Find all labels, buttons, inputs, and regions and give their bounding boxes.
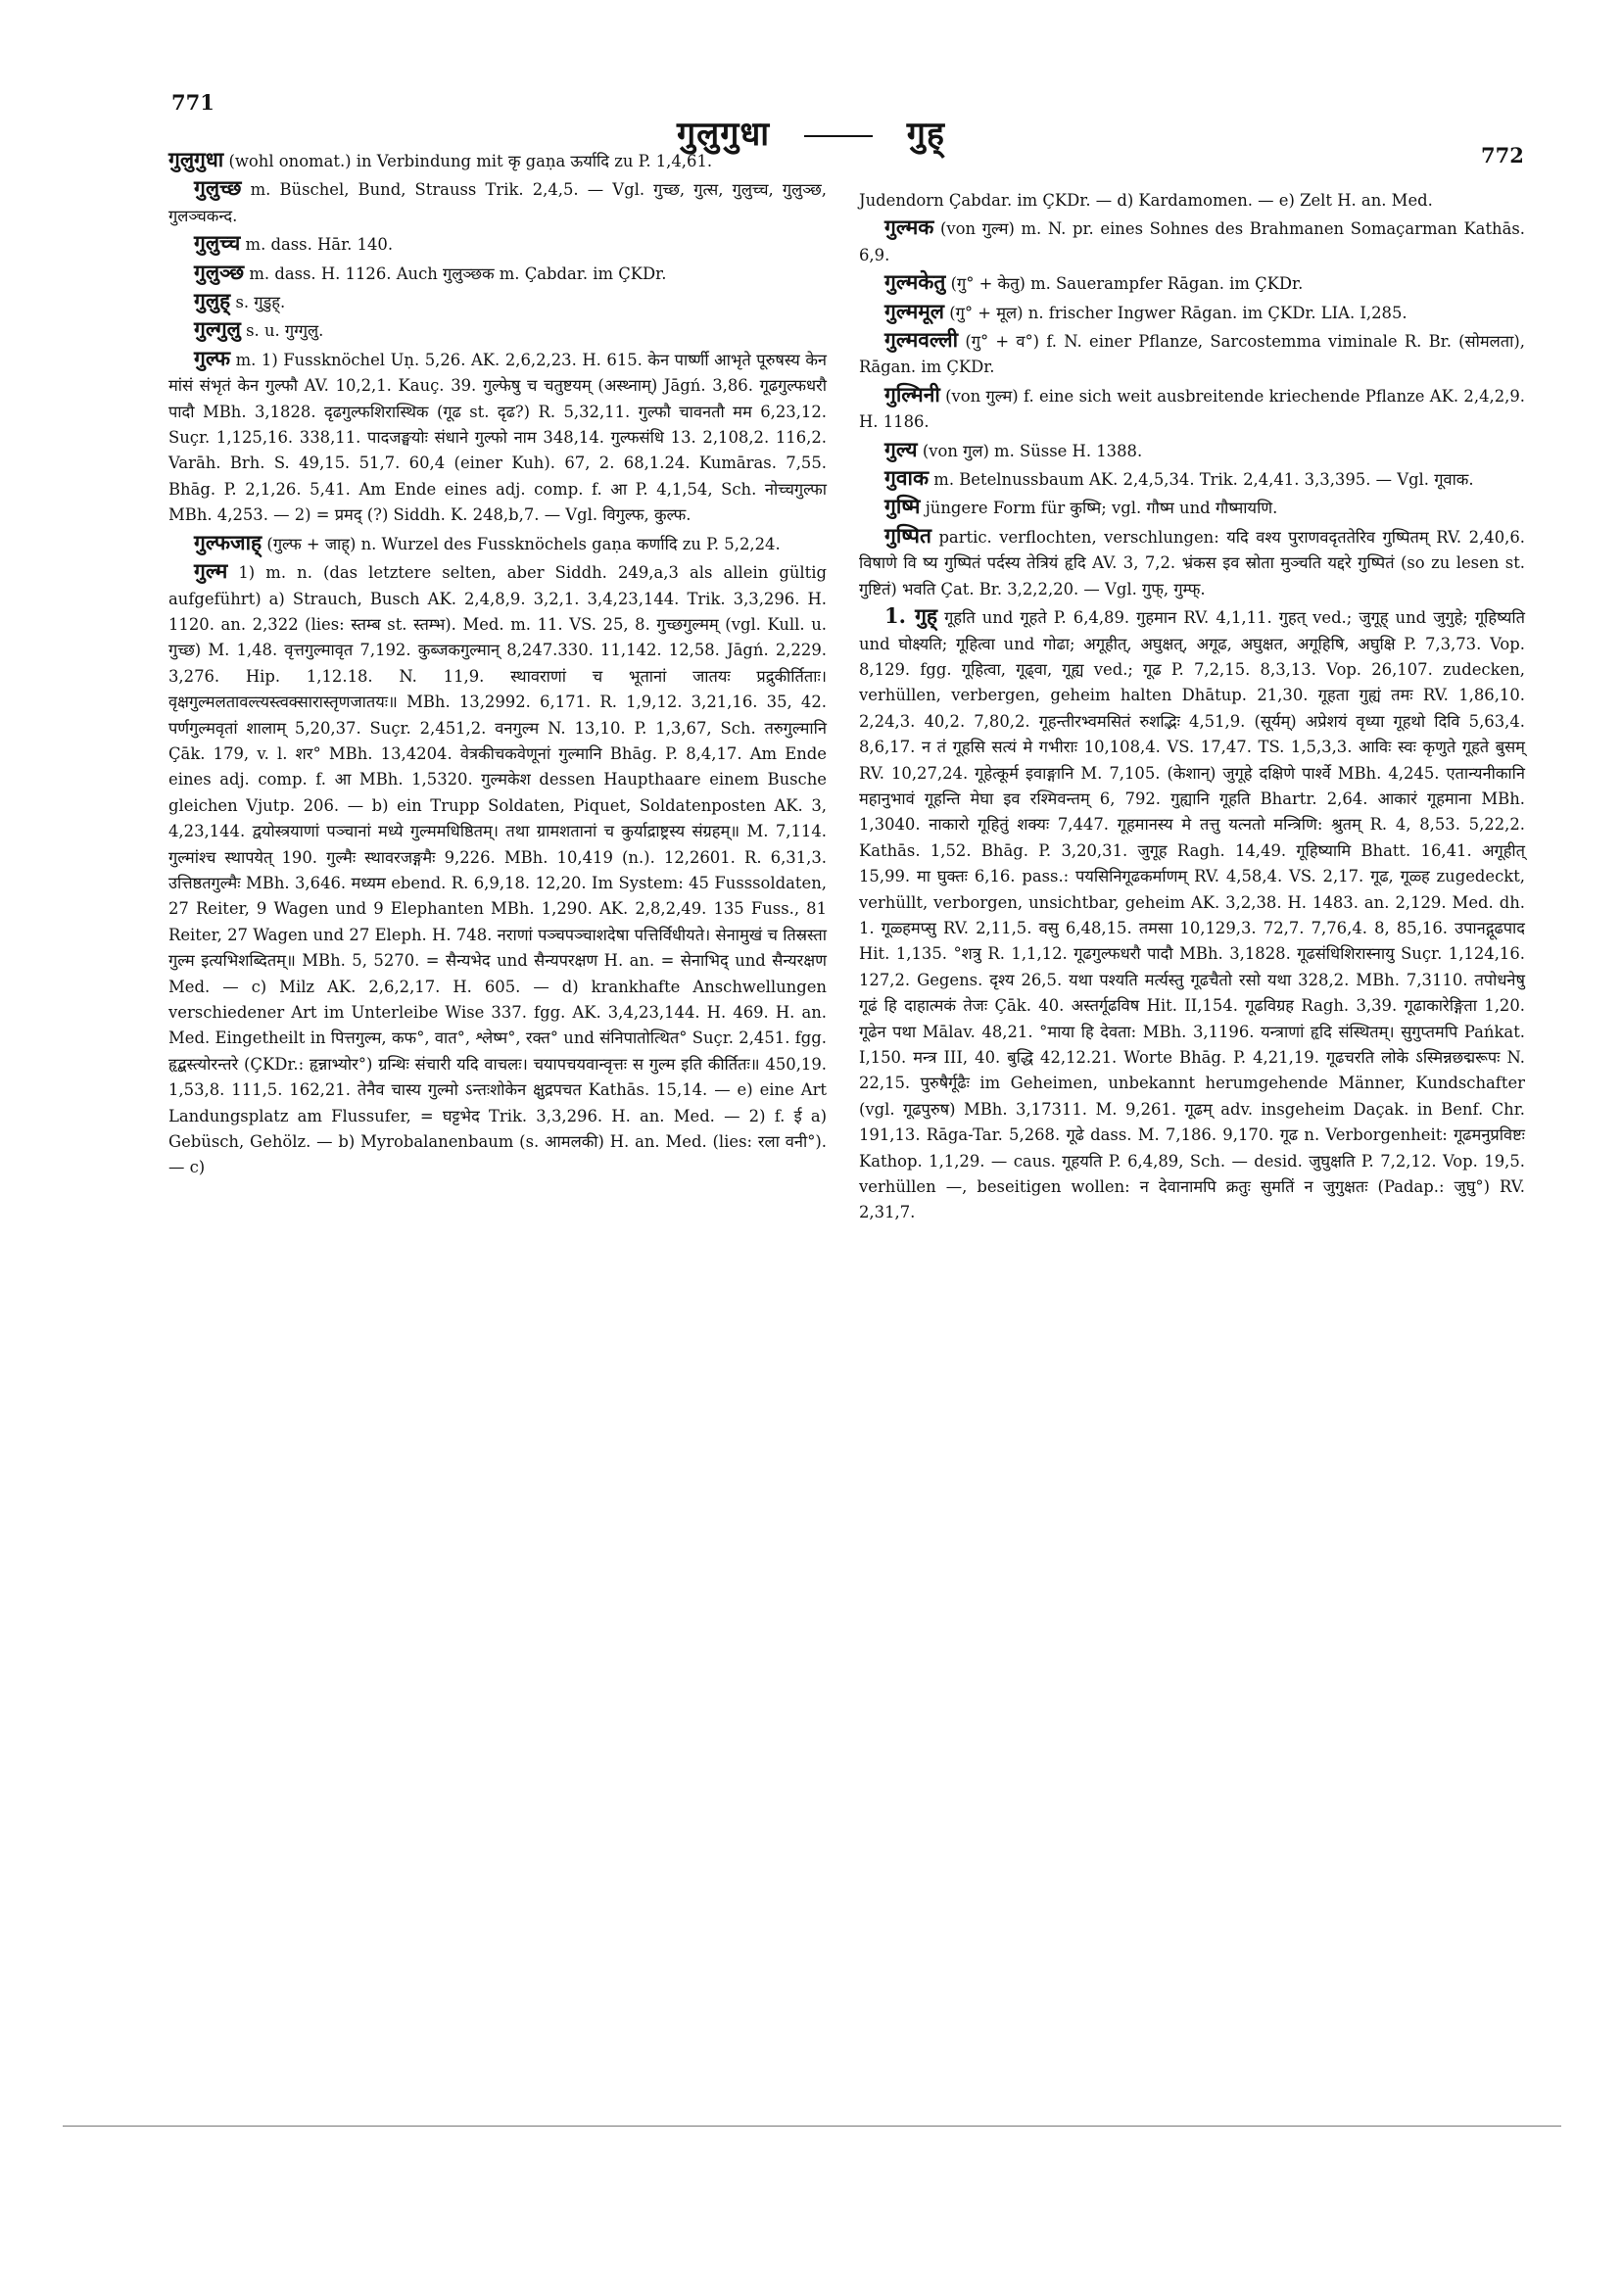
headword: गुल्ममूल: [884, 298, 945, 323]
page-number-right: 772: [1481, 143, 1524, 167]
headword: गुल्य: [884, 436, 918, 461]
entry-text: partic. verflochten, verschlungen: यदि वश्य पुराणवदृततेरिव गुष्पितम् RV. 2,40,6. विषाणे वि ष्य गुष्पितं पर्दस्य तेत्रियं हृदि AV. 3, 7,2. भ्रंकस इव स्रोता मुञ्चति यद्दरे गुष्पितं (so zu lesen st. गुष्टितं) भवति Çat. Br. 3,2,2,20. — Vgl. गुफ्, गुम्फ्.: [859, 527, 1525, 598]
headword: गुल्म: [194, 558, 228, 584]
headword: गुल्मिनी: [884, 381, 940, 407]
headword: गुवाक: [884, 465, 930, 491]
headword: गुल्गुलु: [194, 316, 241, 342]
dictionary-entry: [859, 327, 1525, 381]
headword: गुलुञ्छ: [194, 259, 245, 284]
headword: 1. गुह्: [884, 603, 938, 629]
entry-text: (गुल्फ + जाह्) n. Wurzel des Fussknöchels gaṇa कर्णादि zu P. 5,2,24.: [266, 534, 781, 553]
dictionary-entry: [859, 269, 1525, 297]
headword: गुलुच्च: [194, 230, 241, 256]
dictionary-entry: [168, 558, 827, 1181]
headword: गुलुच्छ: [194, 175, 242, 201]
entry-text: m. dass. H. 1126. Auch गुलुञ्छक m. Çabdar. im ÇKDr.: [249, 263, 667, 283]
dictionary-entry: [859, 215, 1525, 268]
entry-text: m. Büschel, Bund, Strauss Trik. 2,4,5. — Vgl. गुच्छ, गुत्स, गुलुच्च, गुलुञ्छ, गुलञ्चकन्द.: [168, 180, 827, 225]
headword: गुलुगुधा: [168, 147, 224, 171]
dictionary-entry: [168, 316, 827, 344]
entry-text: s. u. गुग्गुलु.: [246, 321, 324, 341]
dictionary-entry: [859, 523, 1525, 602]
dictionary-entry: [168, 175, 827, 229]
header-dash: [804, 135, 873, 137]
headword: गुल्मक: [884, 215, 934, 240]
entry-text: m. dass. Hār. 140.: [245, 235, 394, 255]
headword: गुल्फजाह्: [194, 529, 262, 554]
entry-text: (गु° + मूल) n. frischer Ingwer Rāgan. im ÇKDr. LIA. I,285.: [949, 303, 1407, 322]
entry-text: jüngere Form für कुष्मि; vgl. गौष्म und गौष्मायणि.: [925, 499, 1278, 518]
dictionary-entry: [168, 147, 827, 174]
entry-text: m. 1) Fussknöchel Uṇ. 5,26. AK. 2,6,2,23. H. 615. केन पार्ष्णी आभृते पूरुषस्य केन मांसं संभृतं केन गुल्फौ AV. 10,2,1. Kauç. 39. गुल्फेषु च चतुष्टयम् (अस्थ्नाम्) Jāgń. 3,86. गूढगुल्फधरौ पादौ MBh. 3,1828. दृढगुल्फशिरास्थिक (गूढ st. दृढ?) R. 5,32,11. गुल्फौ चावनतौ मम 6,23,12. Suçr. 1,125,16. 338,11. पादजङ्घयोः संधाने गुल्फो नाम 348,14. गुल्फसंधि 13. 2,108,2. 116,2. Varāh. Brh. S. 49,15. 51,7. 60,4 (einer Kuh). 67, 2. 68,1.24. Kumāras. 7,55. Bhāg. P. 2,1,26. 5,41. Am Ende eines adj. comp. f. आ P. 4,1,54, Sch. नोच्चगुल्फा MBh. 4,253. — 2) = प्रमद् (?) Siddh. K. 248,b,7. — Vgl. विगुल्फ, कुल्फ.: [168, 350, 828, 525]
entry-text: (गु° + केतु) m. Sauerampfer Rāgan. im ÇKDr.: [950, 274, 1304, 294]
right-column: [859, 186, 1525, 1227]
page-number-left: 771: [171, 90, 215, 115]
header-left-word: गुलुगुधा: [677, 115, 771, 154]
left-column: [168, 147, 827, 1182]
headword: गुष्मि: [884, 494, 921, 519]
headword: गुल्मकेतु: [884, 269, 946, 295]
dictionary-entry: [168, 288, 827, 315]
entry-text: s. गुडुह्.: [235, 293, 286, 312]
entry-text: (गु° + व°) f. N. einer Pflanze, Sarcostemma viminale R. Br. (सोमलता), Rāgan. im ÇKDr.: [859, 332, 1525, 377]
entry-text: (von गुल) m. Süsse H. 1388.: [922, 441, 1143, 460]
dictionary-entry: [859, 437, 1525, 464]
entry-text: (wohl onomat.) in Verbindung mit कृ gaṇa ऊर्यादि zu P. 1,4,61.: [228, 152, 713, 170]
headword: गुल्फ: [194, 345, 231, 370]
entry-text: m. Betelnussbaum AK. 2,4,5,34. Trik. 2,4,41. 3,3,395. — Vgl. गूवाक.: [933, 470, 1474, 490]
dictionary-entry: [859, 603, 1525, 1226]
headword: गुलुह्: [194, 288, 231, 313]
entry-text: Judendorn Çabdar. im ÇKDr. — d) Kardamomen. — e) Zelt H. an. Med.: [859, 191, 1433, 210]
entry-text: (von गुल्म) f. eine sich weit ausbreitende kriechende Pflanze AK. 2,4,2,9. H. 1186.: [859, 386, 1525, 432]
dictionary-entry: [859, 494, 1525, 521]
dictionary-entry: [859, 382, 1525, 436]
dictionary-entry: [168, 530, 827, 557]
headword: गुष्पित: [884, 522, 931, 548]
entry-text: गूहति und गूहते P. 6,4,89. गुहमान RV. 4,1,11. गुहत् ved.; जुगूह् und जुगुहे; गूहिष्यति und घोक्ष्यति; गूहित्वा und गोढा; अगूहीत्, अघुक्षत्, अगूढ, अघुक्षत, अगूहिषि, अघुक्षि P. 7,3,73. Vop. 8,129. fgg. गूहित्वा, गूढ्वा, गूह्य ved.; गूढ P. 7,2,15. 8,3,13. Vop. 26,107. zudecken, verhüllen, verbergen, geheim halten Dhātup. 21,30. गूहता गुह्यं तमः RV. 1,86,10. 2,24,3. 40,2. 7,80,2. गूहन्तीरभ्वमसितं रुशद्भिः 4,51,9. (सूर्यम्) अप्रेशयं वृध्या गूहथो दिवि 5,63,4. 8,6,17. न तं गूहसि सत्यं मे गभीराः 10,108,4. VS. 17,47. TS. 1,5,3,3. आविः स्वः कृणुते गूहते बुसम् RV. 10,27,24. गूहेत्कूर्म इवाङ्गानि M. 7,105. (केशान्) जुगूहे दक्षिणे पार्श्वे MBh. 4,245. एतान्यनीकानि महानुभावं गूहन्ति मेघा इव रश्मिवन्तम् 6, 792. गुह्यानि गूहति Bhartr. 2,64. आकारं गूहमाना MBh. 1,3040. नाकारो गूहितुं शक्यः 7,447. गूहमानस्य मे तत्तु यत्नतो मन्त्रिणि: श्रुतम् R. 4, 8,53. 5,22,2. Kathās. 1,52. Bhāg. P. 3,20,31. जुगूह Ragh. 14,49. गूहिष्यामि Bhatt. 16,41. अगूहीत् 15,99. मा घुक्तः 6,16. pass.: पयसिनिगूढकर्माणम् RV. 4,58,4. VS. 2,17. गूढ, गूळ्ह zugedeckt, verhüllt, verborgen, unsichtbar, geheim AK. 3,2,38. H. 1483. an. 2,129. Med. dh. 1. गूळ्हमप्सु RV. 2,11,5. वसु 6,48,15. तमसा 10,129,3. 72,7. 7,76,4. 8, 85,16. उपानद्गूढपाद Hit. 1,135. °शत्रु R. 1,1,12. गूढगुल्फधरौ पादौ MBh. 3,1828. गूढसंधिशिरास्नायु Suçr. 1,124,16. 127,2. Gegens. दृश्य 26,5. यथा पश्यति मर्त्यस्तु गूढचैतो रसो यथा 328,2. MBh. 7,3110. तपोधनेषु गूढं हि दाहात्मकं तेजः Çāk. 40. अस्तर्गूढविष Hit. II,154. गूढविग्रह Ragh. 3,39. गूढाकारेङ्गिता 1,20. गूढेन पथा Mālav. 48,21. °माया हि देवता: MBh. 3,1196. यन्त्राणां हृदि संस्थितम्। सुगुप्तमपि Pańkat. I,150. मन्त्र III, 40. बुद्धि 42,12.21. Worte Bhāg. P. 4,21,19. गूढचरति लोके ऽस्मिन्नछद्मरूपः N. 22,15. पुरुषैर्गूढैः im Geheimen, unbekannt herumgehende Männer, Kundschafter (vgl. गूढपुरुष) MBh. 3,17311. M. 9,261. गूढम् adv. insgeheim Daçak. in Benf. Chr. 191,13. Rāga-Tar. 5,268. गूढे dass. M. 7,186. 9,170. गूढ n. Verborgenheit: गूढमनुप्रविष्टः Kathop. 1,1,29. — caus. गूहयति P. 6,4,89, Sch. — desid. जुघुक्षति P. 7,2,12. Vop. 19,5. verhüllen —, beseitigen wollen: न देवानामपि क्रतुः सुमतिं न जुगुक्षतः (Padap.: जुघु°) RV. 2,31,7.: [859, 608, 1525, 1222]
entry-text: (von गुल्म) m. N. pr. eines Sohnes des Brahmanen Somaçarman Kathās. 6,9.: [859, 219, 1525, 264]
dictionary-entry: [168, 260, 827, 287]
dictionary-entry: [859, 299, 1525, 326]
bottom-rule: [63, 2126, 1561, 2127]
entry-text: 1) m. n. (das letztere selten, aber Siddh. 249,a,3 als allein gültig aufgeführt) a) Strauch, Busch AK. 2,4,8,9. 3,2,1. 3,4,23,144. Trik. 3,3,296. H. 1120. an. 2,322 (lies: स्तम्ब st. स्तम्भ). Med. m. 11. VS. 25, 8. गुच्छगुल्मम् (vgl. Kull. u. गुच्छ) M. 1,48. वृत्तगुल्मावृत 7,192. कुब्जकगुल्मान् 8,247.330. 11,142. 12,58. Jāgń. 2,229. 3,276. Hip. 1,12.18. N. 11,9. स्थावराणां च भूतानां जातयः प्रद्रुकीर्तिताः। वृक्षगुल्मलतावल्त्यस्त्वक्सारास्तृणजातयः॥ MBh. 13,2992. 6,171. R. 1,9,12. 3,21,16. 35, 42. पर्णगुल्मवृतां शालाम् 5,20,37. Suçr. 2,451,2. वनगुल्म N. 13,10. P. 1,3,67, Sch. तरुगुल्मानि Çāk. 179, v. l. शर° MBh. 13,4204. वेत्रकीचकवेणूनां गुल्मानि Bhāg. P. 8,4,17. Am Ende eines adj. comp. f. आ MBh. 1,5320. गुल्मकेश dessen Haupthaare einem Busche gleichen Vjutp. 206. — b) ein Trupp Soldaten, Piquet, Soldatenposten AK. 3, 4,23,144. द्वयोस्त्रयाणां पञ्चानां मध्ये गुल्ममधिष्ठितम्। तथा ग्रामशतानां च कुर्याद्राष्ट्रस्य संग्रहम्॥ M. 7,114. गुल्मांश्च स्थापयेत् 190. गुल्मैः स्थावरजङ्गमैः 9,226. MBh. 10,419 (n.). 12,2601. R. 6,31,3. उत्तिष्ठतगुल्मैः MBh. 3,646. मध्यम ebend. R. 6,9,18. 12,20. Im System: 45 Fusssoldaten, 27 Reiter, 9 Wagen und 9 Elephanten MBh. 1,290. AK. 2,8,2,49. 135 Fuss., 81 Reiter, 27 Wagen und 27 Eleph. H. 748. नराणां पञ्चपञ्चाशदेषा पत्तिर्विधीयते। सेनामुखं च तिस्रस्ता गुल्म इत्यभिशब्दितम्॥ MBh. 5, 5270. = सैन्यभेद und सैन्यपरक्षण H. an. = सेनाभिद् und सैन्यरक्षण Med. — c) Milz AK. 2,6,2,17. H. 605. — d) krankhafte Anschwellungen verschiedener Art im Unterleibe Wise 337. fgg. AK. 3,4,23,144. H. 469. H. an. Med. Eingetheilt in पित्तगुल्म, कफ°, वात°, श्लेष्म°, रक्त° und संनिपातोत्थित° Suçr. 2,451. fgg. हृद्बस्त्योरन्तरे (ÇKDr.: हृन्नाभ्योर°) ग्रन्थिः संचारी यदि वाचलः। चयापचयवान्वृत्तः स गुल्म इति कीर्तितः॥ 450,19. 1,53,8. 111,5. 162,21. तेनैव चास्य गुल्मो ऽन्तःशोकेन क्षुद्रपचत Kathās. 15,14. — e) eine Art Landungsplatz am Flussufer, = घट्टभेद Trik. 3,3,296. H. an. Med. — 2) f. ई a) Gebüsch, Gehölz. — b) Myrobalanenbaum (s. आमलकी) H. an. Med. (lies: रला वनी°). — c): [168, 563, 827, 1177]
dictionary-entry: [168, 346, 827, 529]
dictionary-entry: [859, 465, 1525, 493]
dictionary-entry: [168, 230, 827, 258]
header-right-word: गुह्: [906, 115, 945, 154]
headword: गुल्मवल्ली: [884, 327, 959, 353]
dictionary-entry: [859, 186, 1525, 214]
